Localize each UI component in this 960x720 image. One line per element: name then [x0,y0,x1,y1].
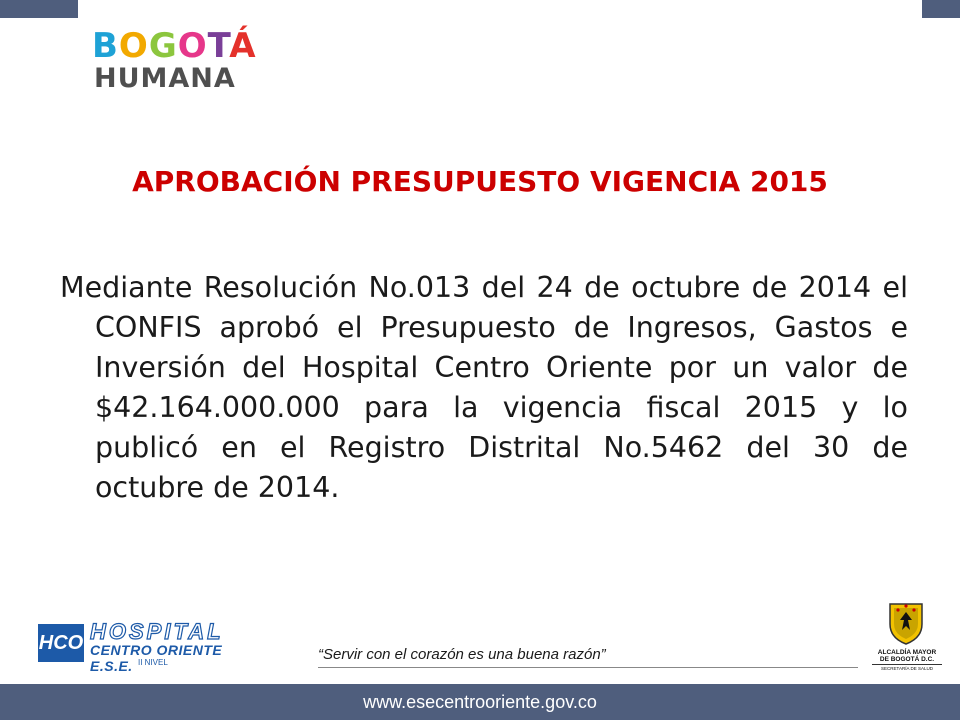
crest-text [872,649,942,663]
alcaldia-crest [872,600,942,682]
hospital-logo [38,619,248,674]
website-url: www.esecentrooriente.gov.co [363,692,597,712]
brand-logo-line1 [92,26,257,66]
brand-letter: Á [229,26,257,66]
brand-logo-line2: HUMANA [94,63,236,94]
brand-letter: G [148,26,178,66]
brand-letter: B [92,26,119,66]
footer-divider [318,667,858,668]
crest-line3: SECRETARÍA DE SALUD [872,664,942,671]
bogota-coat-of-arms-icon [886,600,926,646]
slogan: “Servir con el corazón es una buena razón” [318,646,606,663]
bogota-humana-logo [92,26,257,98]
hospital-subtitle: CENTRO ORIENTE E.S.E. [90,642,223,674]
top-bar-left [0,0,78,18]
hospital-name: HOSPITAL [90,619,224,644]
brand-letter: O [118,26,149,66]
hospital-level: II NIVEL [138,658,168,667]
crest-line1: ALCALDÍA MAYOR [877,649,937,656]
brand-letter: T [207,26,230,66]
slide-title: APROBACIÓN PRESUPUESTO VIGENCIA 2015 [132,165,828,198]
top-bar-right [922,0,960,18]
hco-mark: HCO [38,624,84,662]
brand-letter: O [177,26,208,66]
slide-body-text: Mediante Resolución No.013 del 24 de octubre de 2014 el CONFIS aprobó el Presupuesto de Ingresos, Gastos e Inversión del Hospital Centro Oriente por un valor de $42.164.000.000 para la vigencia fiscal 2015 y lo publicó en el Registro Distrital No.5462 del 30 de octubre de 2014. [60,271,908,504]
crest-line2: DE BOGOTÁ D.C. [879,656,935,663]
